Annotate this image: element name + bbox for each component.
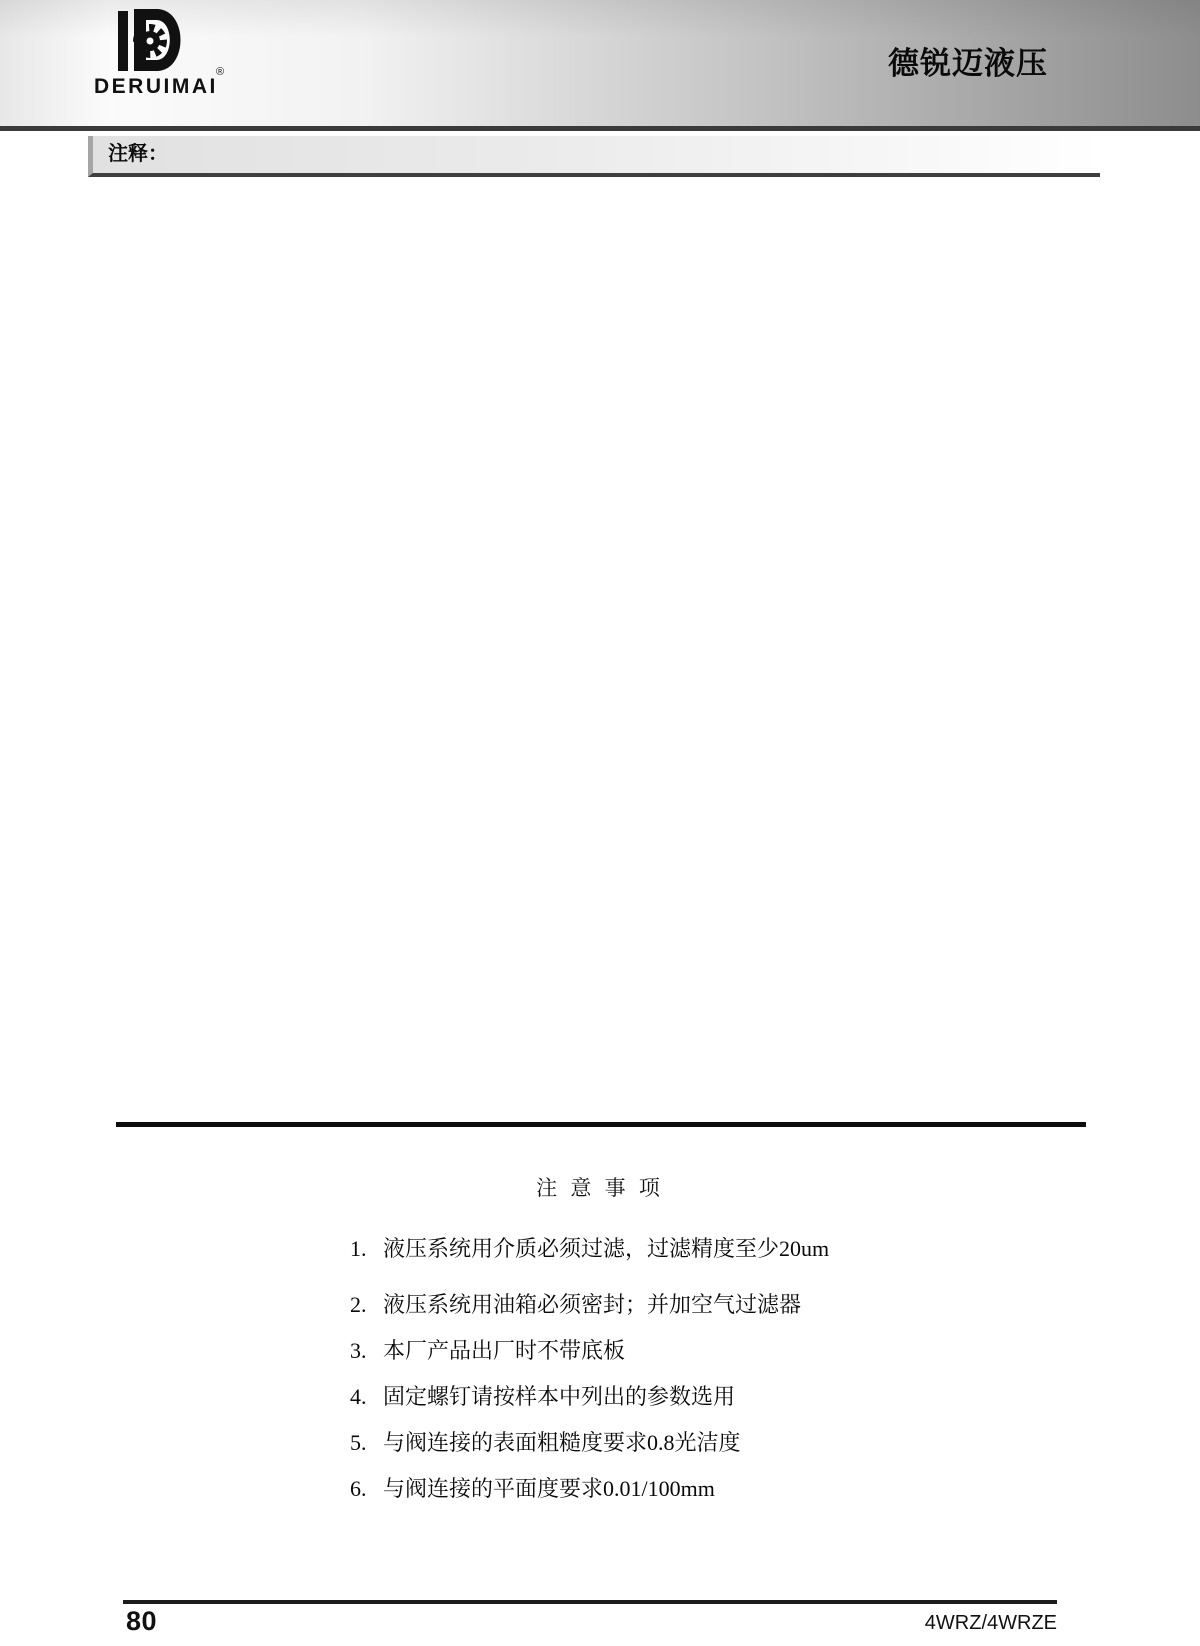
notice-item-number: 6. — [350, 1476, 367, 1501]
doc-code: 4WRZ/4WRZE — [924, 1612, 1057, 1634]
notice-item — [350, 1236, 829, 1261]
notice-item-number: 5. — [350, 1430, 367, 1455]
brand-name: DERUIMAI — [94, 75, 218, 98]
notice-item — [350, 1292, 829, 1317]
notice-item-number: 1. — [350, 1236, 367, 1261]
notice-item — [350, 1338, 829, 1363]
notice-item — [350, 1430, 829, 1455]
company-title: 德锐迈液压 — [888, 46, 1048, 81]
notice-item-text: 固定螺钉请按样本中列出的参数选用 — [383, 1384, 736, 1409]
notes-bar — [88, 136, 1100, 177]
logo-bar — [118, 11, 128, 71]
page-number: 80 — [126, 1606, 158, 1636]
gear-d-logo-icon — [118, 8, 236, 74]
deruimai-logo — [94, 8, 254, 99]
notice-item-text: 与阀连接的表面粗糙度要求0.8光洁度 — [383, 1430, 741, 1455]
notice-item-text: 液压系统用油箱必须密封；并加空气过滤器 — [383, 1292, 802, 1317]
notice-title: 注 意 事 项 — [536, 1176, 664, 1200]
registered-trademark-icon: ® — [216, 66, 225, 78]
notice-item-text: 本厂产品出厂时不带底板 — [383, 1338, 626, 1363]
notice-item-number: 3. — [350, 1338, 367, 1363]
notes-label: 注释： — [108, 143, 168, 165]
notice-item-number: 4. — [350, 1384, 367, 1409]
notice-item — [350, 1384, 829, 1409]
section-divider — [116, 1122, 1086, 1127]
footer-divider — [123, 1600, 1057, 1604]
notice-item — [350, 1476, 829, 1501]
notice-item-number: 2. — [350, 1292, 367, 1317]
gear-icon — [137, 28, 163, 54]
notice-list — [350, 1236, 829, 1522]
page-header — [0, 0, 1200, 131]
notice-item-text: 与阀连接的平面度要求0.01/100mm — [383, 1476, 715, 1501]
notice-item-text: 液压系统用介质必须过滤，过滤精度至少20um — [383, 1236, 830, 1261]
